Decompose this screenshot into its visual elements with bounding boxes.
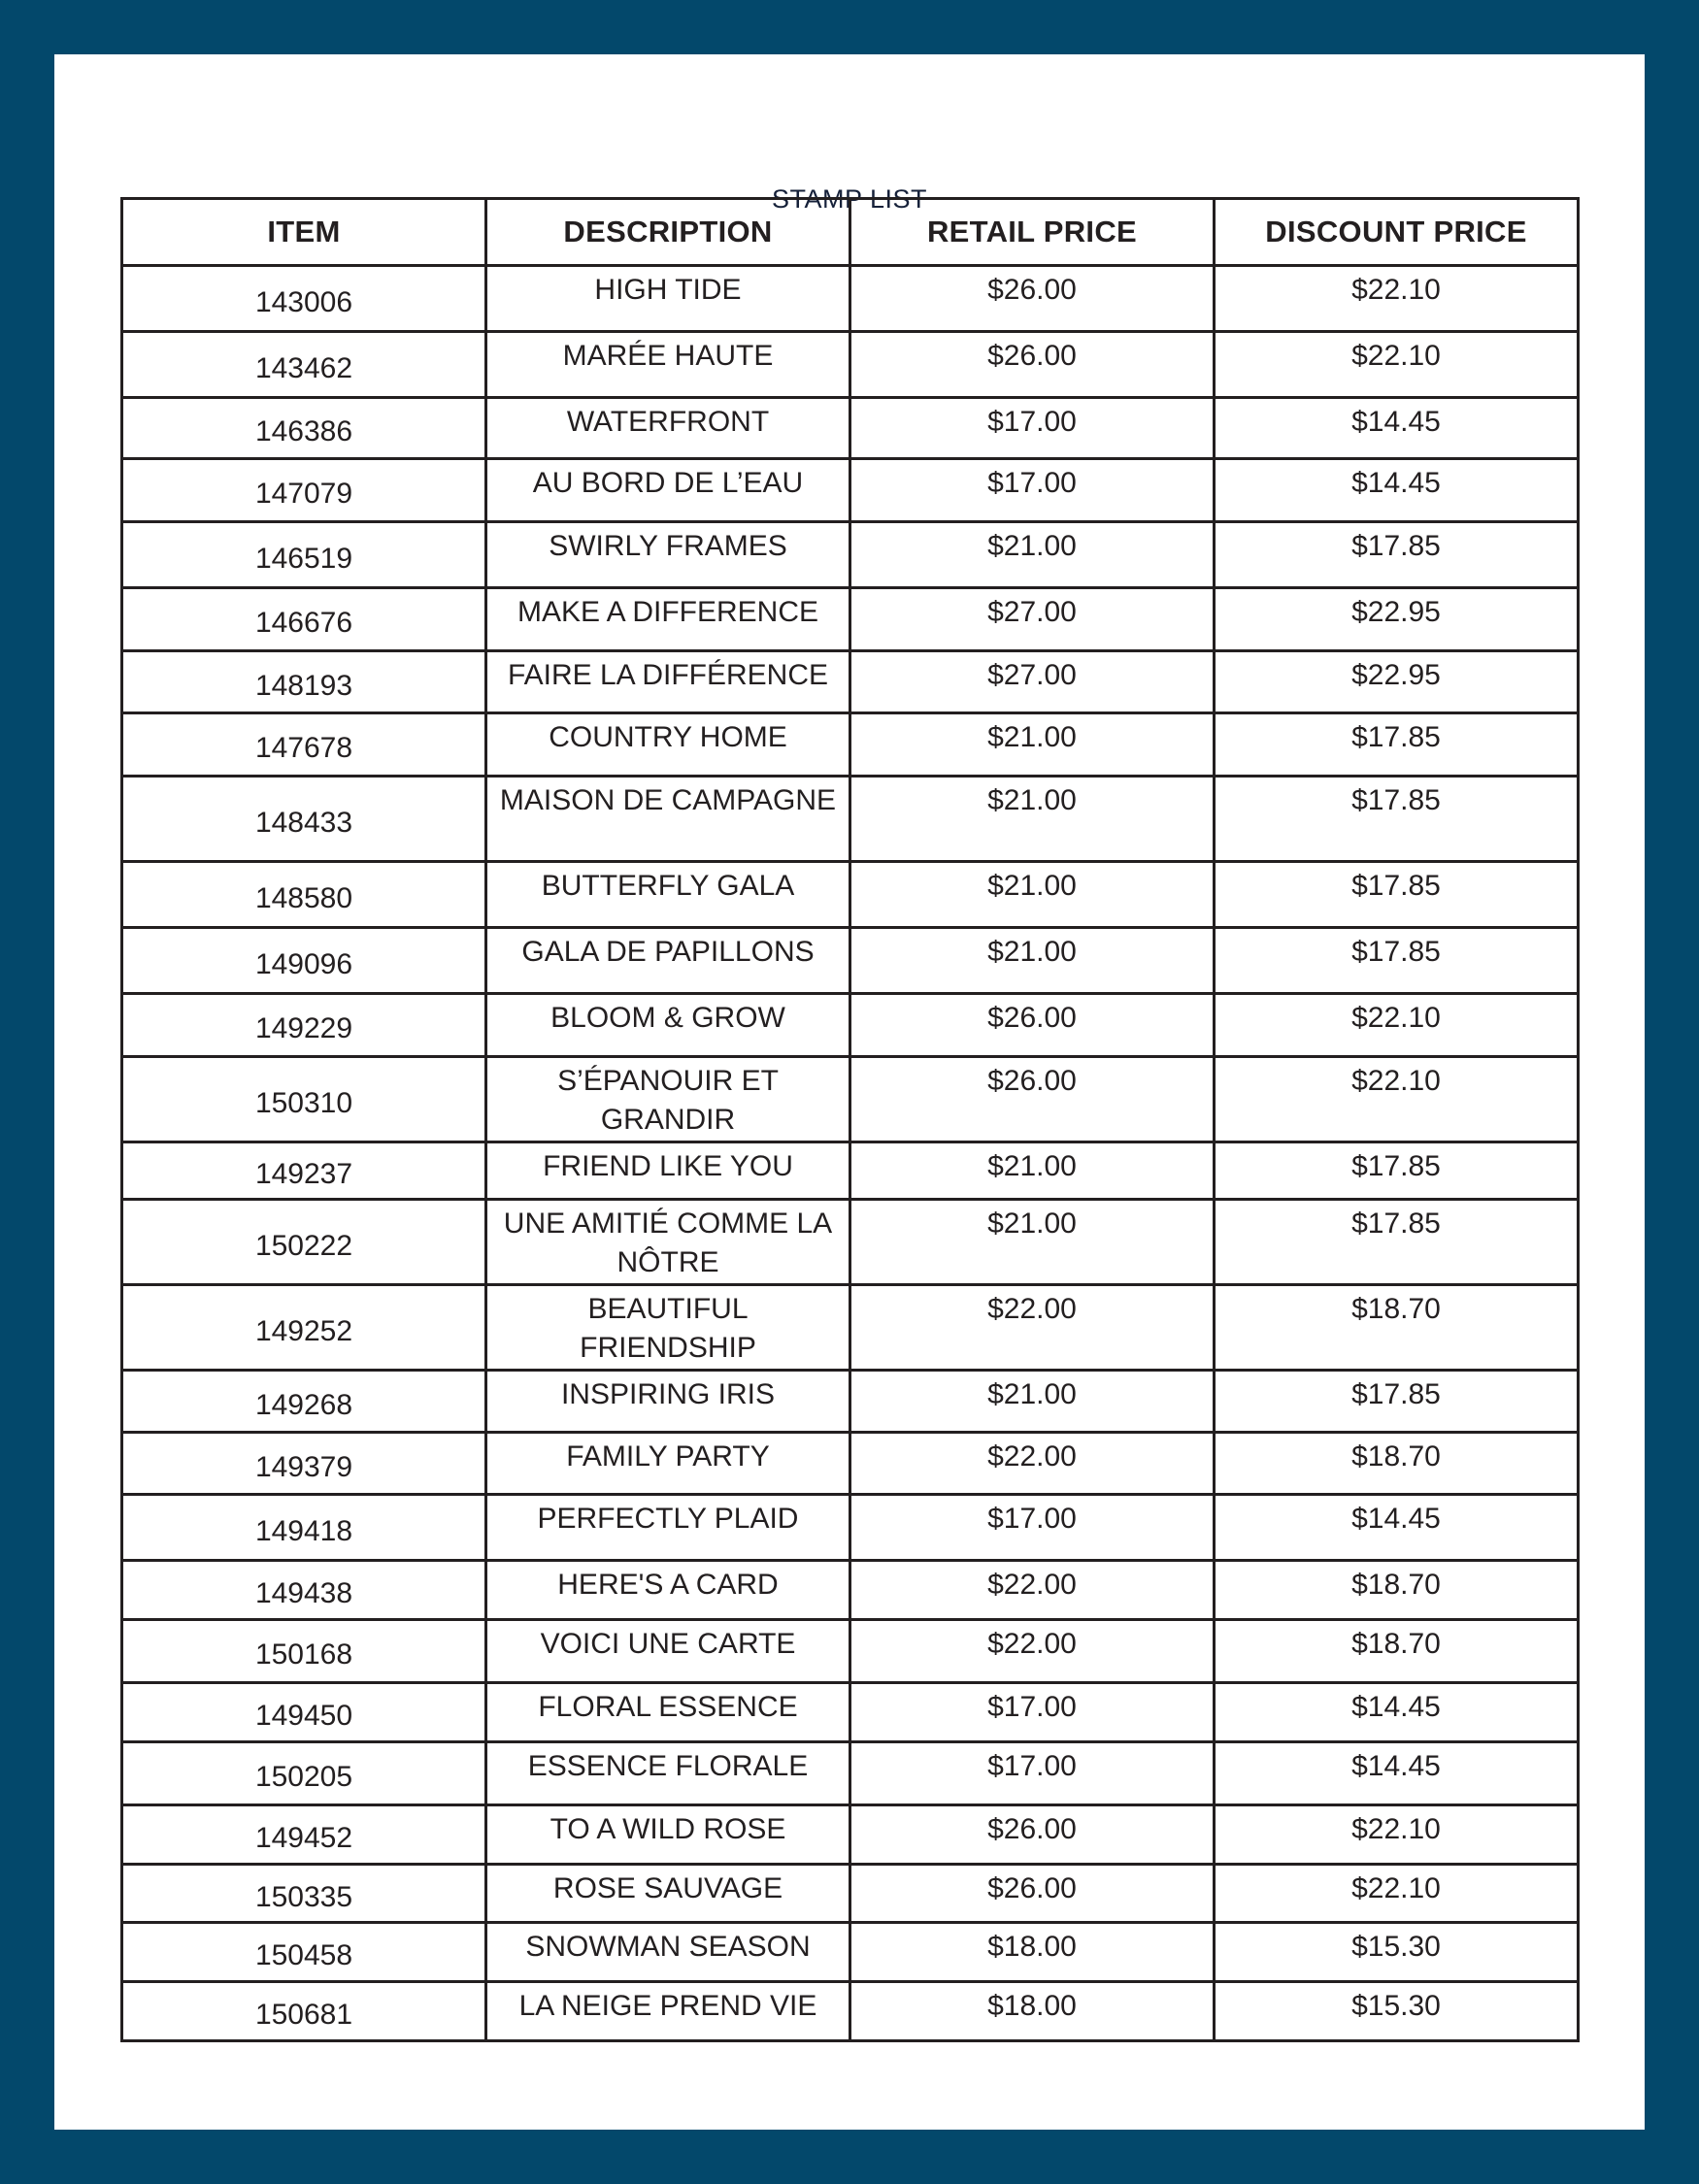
table-row (122, 1805, 1579, 1865)
table-row (122, 713, 1579, 777)
table-row (122, 1865, 1579, 1923)
retail-price-cell: $17.00 (850, 1742, 1215, 1805)
retail-price-cell: $26.00 (850, 266, 1215, 332)
discount-price-cell: $17.85 (1215, 1371, 1579, 1433)
table-row (122, 777, 1579, 862)
description-cell: MARÉE HAUTE (486, 332, 850, 398)
table-row (122, 1561, 1579, 1620)
discount-price-cell: $14.45 (1215, 459, 1579, 522)
retail-price-cell: $17.00 (850, 398, 1215, 459)
discount-price-cell: $15.30 (1215, 1982, 1579, 2041)
description-cell: UNE AMITIÉ COMME LA NÔTRE (486, 1200, 850, 1285)
description-cell: FAMILY PARTY (486, 1433, 850, 1495)
item-cell: 146676 (122, 588, 486, 651)
retail-price-cell: $22.00 (850, 1561, 1215, 1620)
retail-price-cell: $17.00 (850, 1683, 1215, 1742)
description-cell: ROSE SAUVAGE (486, 1865, 850, 1923)
table-row (122, 651, 1579, 713)
retail-price-cell: $22.00 (850, 1433, 1215, 1495)
column-header-item: ITEM (122, 199, 486, 266)
retail-price-cell: $26.00 (850, 332, 1215, 398)
retail-price-cell: $26.00 (850, 994, 1215, 1057)
discount-price-cell: $22.95 (1215, 651, 1579, 713)
discount-price-cell: $22.10 (1215, 332, 1579, 398)
description-cell: MAISON DE CAMPAGNE (486, 777, 850, 862)
table-row (122, 459, 1579, 522)
description-cell: ESSENCE FLORALE (486, 1742, 850, 1805)
description-cell: HIGH TIDE (486, 266, 850, 332)
table-header (122, 199, 1579, 266)
item-cell: 143462 (122, 332, 486, 398)
description-cell: AU BORD DE L’EAU (486, 459, 850, 522)
item-cell: 150222 (122, 1200, 486, 1285)
discount-price-cell: $17.85 (1215, 928, 1579, 994)
discount-price-cell: $17.85 (1215, 522, 1579, 588)
retail-price-cell: $21.00 (850, 928, 1215, 994)
item-cell: 148193 (122, 651, 486, 713)
table-row (122, 1683, 1579, 1742)
column-header-description: DESCRIPTION (486, 199, 850, 266)
table-row (122, 1982, 1579, 2041)
item-cell: 146386 (122, 398, 486, 459)
description-cell: MAKE A DIFFERENCE (486, 588, 850, 651)
discount-price-cell: $18.70 (1215, 1285, 1579, 1371)
description-cell: FAIRE LA DIFFÉRENCE (486, 651, 850, 713)
item-cell: 150310 (122, 1057, 486, 1142)
item-cell: 149438 (122, 1561, 486, 1620)
description-cell: PERFECTLY PLAID (486, 1495, 850, 1561)
item-cell: 146519 (122, 522, 486, 588)
retail-price-cell: $26.00 (850, 1805, 1215, 1865)
item-cell: 143006 (122, 266, 486, 332)
table-row (122, 1742, 1579, 1805)
table-row (122, 1620, 1579, 1683)
retail-price-cell: $17.00 (850, 459, 1215, 522)
discount-price-cell: $15.30 (1215, 1923, 1579, 1982)
description-cell: COUNTRY HOME (486, 713, 850, 777)
discount-price-cell: $22.10 (1215, 1805, 1579, 1865)
item-cell: 149229 (122, 994, 486, 1057)
item-cell: 148580 (122, 862, 486, 928)
item-cell: 149268 (122, 1371, 486, 1433)
discount-price-cell: $18.70 (1215, 1561, 1579, 1620)
column-header-discount-price: DISCOUNT PRICE (1215, 199, 1579, 266)
retail-price-cell: $21.00 (850, 1371, 1215, 1433)
item-cell: 149252 (122, 1285, 486, 1371)
discount-price-cell: $18.70 (1215, 1433, 1579, 1495)
retail-price-cell: $21.00 (850, 1200, 1215, 1285)
discount-price-cell: $22.10 (1215, 1865, 1579, 1923)
item-cell: 150168 (122, 1620, 486, 1683)
table-row (122, 1495, 1579, 1561)
description-cell: LA NEIGE PREND VIE (486, 1982, 850, 2041)
discount-price-cell: $18.70 (1215, 1620, 1579, 1683)
table-row (122, 994, 1579, 1057)
item-cell: 149452 (122, 1805, 486, 1865)
discount-price-cell: $22.10 (1215, 1057, 1579, 1142)
description-cell: HERE'S A CARD (486, 1561, 850, 1620)
item-cell: 148433 (122, 777, 486, 862)
discount-price-cell: $22.10 (1215, 994, 1579, 1057)
retail-price-cell: $21.00 (850, 522, 1215, 588)
column-header-retail-price: RETAIL PRICE (850, 199, 1215, 266)
discount-price-cell: $17.85 (1215, 862, 1579, 928)
item-cell: 150681 (122, 1982, 486, 2041)
retail-price-cell: $21.00 (850, 777, 1215, 862)
table-row (122, 1923, 1579, 1982)
document-title: STAMP LIST (771, 184, 928, 214)
table-row (122, 332, 1579, 398)
document-page (54, 54, 1645, 2130)
description-cell: GALA DE PAPILLONS (486, 928, 850, 994)
description-cell: BEAUTIFUL FRIENDSHIP (486, 1285, 850, 1371)
retail-price-cell: $21.00 (850, 1142, 1215, 1200)
retail-price-cell: $17.00 (850, 1495, 1215, 1561)
discount-price-cell: $17.85 (1215, 777, 1579, 862)
description-cell: S’ÉPANOUIR ET GRANDIR (486, 1057, 850, 1142)
item-cell: 149379 (122, 1433, 486, 1495)
table-row (122, 1285, 1579, 1371)
retail-price-cell: $21.00 (850, 862, 1215, 928)
description-cell: FLORAL ESSENCE (486, 1683, 850, 1742)
item-cell: 149450 (122, 1683, 486, 1742)
description-cell: VOICI UNE CARTE (486, 1620, 850, 1683)
table-row (122, 862, 1579, 928)
table-row (122, 1433, 1579, 1495)
retail-price-cell: $21.00 (850, 713, 1215, 777)
discount-price-cell: $17.85 (1215, 1200, 1579, 1285)
retail-price-cell: $22.00 (850, 1620, 1215, 1683)
retail-price-cell: $22.00 (850, 1285, 1215, 1371)
table-row (122, 266, 1579, 332)
discount-price-cell: $14.45 (1215, 1495, 1579, 1561)
discount-price-cell: $14.45 (1215, 398, 1579, 459)
retail-price-cell: $27.00 (850, 651, 1215, 713)
discount-price-cell: $22.95 (1215, 588, 1579, 651)
item-cell: 150458 (122, 1923, 486, 1982)
retail-price-cell: $26.00 (850, 1865, 1215, 1923)
table-row (122, 1057, 1579, 1142)
item-cell: 147079 (122, 459, 486, 522)
discount-price-cell: $17.85 (1215, 1142, 1579, 1200)
table-body (122, 266, 1579, 2041)
item-cell: 150205 (122, 1742, 486, 1805)
table-row (122, 1371, 1579, 1433)
item-cell: 149237 (122, 1142, 486, 1200)
description-cell: FRIEND LIKE YOU (486, 1142, 850, 1200)
description-cell: TO A WILD ROSE (486, 1805, 850, 1865)
table-row (122, 398, 1579, 459)
table-row (122, 522, 1579, 588)
description-cell: BLOOM & GROW (486, 994, 850, 1057)
table-row (122, 1142, 1579, 1200)
description-cell: SNOWMAN SEASON (486, 1923, 850, 1982)
description-cell: WATERFRONT (486, 398, 850, 459)
discount-price-cell: $17.85 (1215, 713, 1579, 777)
retail-price-cell: $18.00 (850, 1982, 1215, 2041)
item-cell: 150335 (122, 1865, 486, 1923)
table-row (122, 928, 1579, 994)
table-row (122, 588, 1579, 651)
retail-price-cell: $27.00 (850, 588, 1215, 651)
description-cell: INSPIRING IRIS (486, 1371, 850, 1433)
discount-price-cell: $14.45 (1215, 1683, 1579, 1742)
item-cell: 149096 (122, 928, 486, 994)
stamp-table (120, 197, 1580, 2042)
item-cell: 147678 (122, 713, 486, 777)
retail-price-cell: $26.00 (850, 1057, 1215, 1142)
retail-price-cell: $18.00 (850, 1923, 1215, 1982)
discount-price-cell: $14.45 (1215, 1742, 1579, 1805)
discount-price-cell: $22.10 (1215, 266, 1579, 332)
header-row (122, 199, 1579, 266)
table-row (122, 1200, 1579, 1285)
item-cell: 149418 (122, 1495, 486, 1561)
description-cell: SWIRLY FRAMES (486, 522, 850, 588)
description-cell: BUTTERFLY GALA (486, 862, 850, 928)
